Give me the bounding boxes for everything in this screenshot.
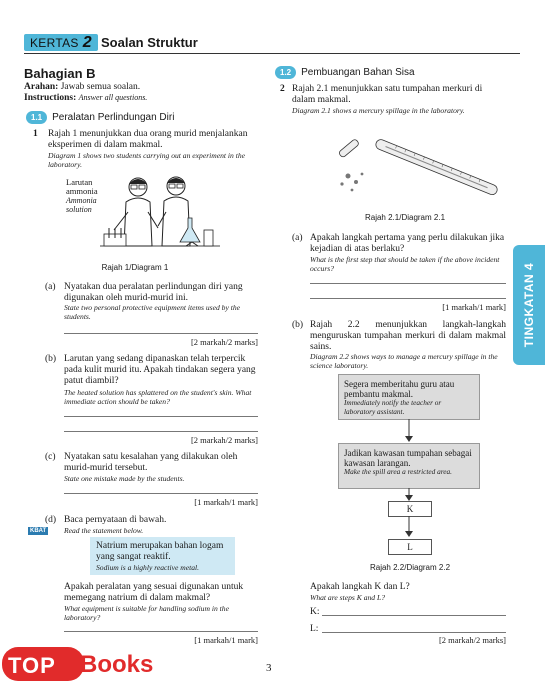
answer-line[interactable] [310,298,506,299]
instruction-en [24,92,147,104]
page-title: Soalan Struktur [101,35,198,50]
marks-label: [1 markah/1 mark] [194,497,258,507]
section-title: Bahagian B [24,66,96,81]
subquestion-label: (a) [292,233,303,243]
answer-line[interactable] [310,283,506,284]
flow-step-1-ms: Segera memberitahu guru atau pembantu makmal. [344,379,455,399]
topic-heading-1-2 [275,66,415,79]
subquestion-label: (b) [292,320,304,330]
topic-number-pill: 1.1 [26,111,47,124]
broken-thermometer-illustration [330,118,510,213]
marks-label: [2 markah/2 marks] [190,337,258,347]
figure-label-line3: Ammonia [66,196,97,205]
question-translation: Diagram 1 shows two students carrying out an experiment in the laboratory. [48,151,246,169]
subquestion-translation: What are steps K and L? [310,593,386,602]
subquestion-text: Nyatakan satu kesalahan yang dilakukan oleh murid-murid tersebut. [64,452,238,473]
instructions-label: Instructions: [24,93,77,103]
subquestion-label: (b) [45,354,57,364]
answer-line[interactable] [64,416,258,417]
answer-line[interactable] [64,333,258,334]
header-divider [24,53,520,54]
kbat-badge: KBAT [30,528,47,534]
arahan-label: Arahan: [24,82,59,92]
subquestion-translation: State one mistake made by the students. [64,474,185,483]
marks-label: [1 markah/1 mark] [442,302,506,312]
subquestion-label: (c) [45,452,56,462]
marks-label: [1 markah/1 mark] [194,635,258,645]
flow-step-2 [338,443,480,489]
students-lab-illustration [100,172,220,252]
subquestion-label: (d) [45,515,57,525]
subquestion-label: (a) [45,282,56,292]
flow-step-l: L [388,539,432,555]
flow-arrow [404,488,414,502]
figure-label [66,178,98,214]
flow-arrow [404,419,414,443]
figure-label-line1: Larutan [66,177,93,187]
subquestion-text: Baca pernyataan di bawah. [64,515,167,525]
subquestion-text: Apakah langkah pertama yang perlu dilakukan jika kejadian di atas berlaku? [310,233,505,254]
answer-k-label: K: [310,607,320,617]
flow-step-1-en: Immediately notify the teacher or laboratory assistant. [344,398,442,416]
subquestion-text: Larutan yang sedang dipanaskan telah terpercik pada kulit murid itu. Apakah tindakan segera yang patut diambil? [64,354,256,386]
instructions-text: Answer all questions. [78,93,148,102]
answer-l-label: L: [310,624,319,634]
topic-number-pill: 1.2 [275,66,296,79]
figure-label-line2: ammonia [66,186,98,196]
statement-ms: Natrium merupakan bahan logam yang sangat reaktif. [96,541,224,562]
page-number: 3 [266,662,272,674]
answer-line[interactable] [64,431,258,432]
answer-l-line[interactable] [322,632,506,633]
flow-arrow [404,516,414,538]
figure-caption: Rajah 2.2/Diagram 2.2 [369,563,451,572]
form-side-tab [513,245,545,365]
marks-label: [2 markah/2 marks] [190,435,258,445]
flow-step-2-en: Make the spill area a restricted area. [344,467,453,476]
subquestion-translation: The heated solution has splattered on the student's skin. What immediate action should be taken? [64,388,252,406]
arahan-text: Jawab semua soalan. [60,82,141,92]
question-text: Rajah 1 menunjukkan dua orang murid menjalankan eksperimen di dalam makmal. [48,129,248,150]
question-number: 2 [280,84,285,94]
subquestion-translation: Diagram 2.2 shows ways to manage a mercury spillage in the science laboratory. [310,352,498,370]
flow-step-k: K [388,501,432,517]
figure-caption: Rajah 2.1/Diagram 2.1 [364,213,446,222]
side-tab-label: TINGKATAN 4 [522,262,536,348]
subquestion-translation: What is the first step that should be taken if the above incident occurs? [310,255,500,273]
subquestion-text: Apakah peralatan yang sesuai digunakan untuk memegang natrium di dalam makmal? [64,582,244,603]
answer-k-line[interactable] [322,615,506,616]
figure-caption: Rajah 1/Diagram 1 [101,263,169,272]
subquestion-text: Nyatakan dua peralatan perlindungan diri yang digunakan oleh murid-murid ini. [64,282,243,303]
subquestion-translation: What equipment is suitable for handling sodium in the laboratory? [64,604,229,622]
paper-label: KERTAS [30,35,79,50]
paper-badge [24,34,98,51]
marks-label: [2 markah/2 marks] [438,635,506,645]
figure-label-line4: solution [66,205,92,214]
subquestion-translation: State two personal protective equipment items used by the students. [64,303,241,321]
topic-title: Pembuangan Bahan Sisa [301,67,415,78]
topbooks-watermark-logo: TOP Books [0,645,150,685]
topic-title: Peralatan Perlindungan Diri [52,112,175,123]
subquestion-text: Apakah langkah K dan L? [310,582,410,592]
answer-line[interactable] [64,493,258,494]
subquestion-text: Rajah 2.2 menunjukkan langkah-langkah menguruskan tumpahan merkuri di dalam makmal sains. [310,320,506,352]
paper-number: 2 [82,33,92,51]
flow-step-1 [338,374,480,420]
statement-box [90,537,235,575]
answer-line[interactable] [64,631,258,632]
subquestion-translation: Read the statement below. [64,526,144,535]
question-number: 1 [33,129,38,139]
topic-heading-1-1 [26,111,174,124]
statement-en: Sodium is a highly reactive metal. [96,563,200,572]
flow-step-2-ms: Jadikan kawasan tumpahan sebagai kawasan larangan. [344,448,472,468]
question-translation: Diagram 2.1 shows a mercury spillage in the laboratory. [292,106,465,115]
question-text: Rajah 2.1 menunjukkan satu tumpahan merkuri di dalam makmal. [292,84,483,105]
